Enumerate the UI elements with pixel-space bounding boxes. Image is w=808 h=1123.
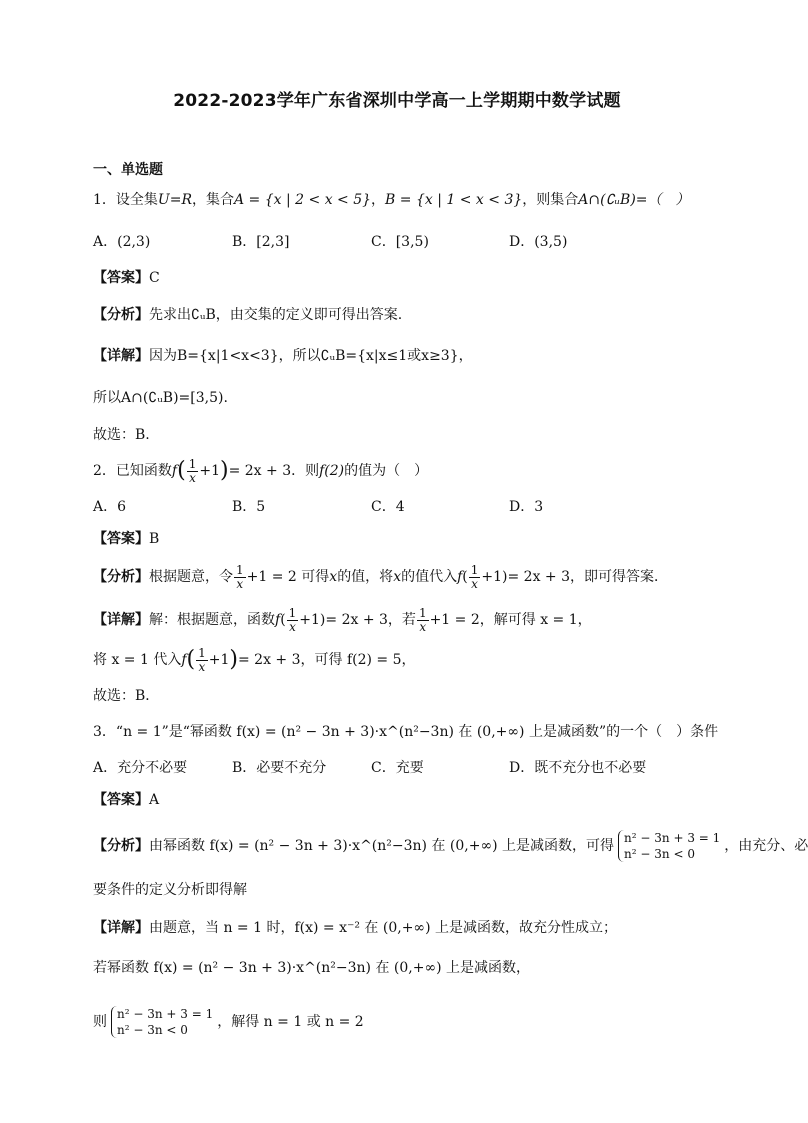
q2-stem-d: 的值为（ ）	[344, 463, 429, 479]
q1-analysis	[93, 305, 402, 325]
system-line-1: n² − 3n + 3 = 1	[117, 1007, 214, 1021]
left-paren: (	[177, 458, 186, 483]
q1-set-b: B = {x | 1 < x < 3}	[385, 192, 523, 208]
q3-detail-2: 若幂函数 f(x) = (n² − 3n + 3)·x^(n²−3n) 在 (0,+∞) 上是减函数，	[93, 960, 531, 976]
q2-detail-1: 【详解】解：根据题意，函数f( $\frac{1}{x}$ +1)= 2x + 3，若 $\frac{1}{x}$ +1 = 2，解可得 x = 1，	[93, 605, 592, 634]
f-symbol: f	[171, 463, 178, 479]
analysis-tag: 【分析】	[93, 569, 149, 585]
q2-stem-b: = 2x + 3．则	[228, 463, 320, 479]
q3-detail3-a: 则	[93, 1014, 107, 1030]
analysis-tag: 【分析】	[93, 838, 149, 854]
q2-option-b: B．5	[232, 499, 266, 515]
equation-system	[111, 1006, 213, 1038]
q1-stem-a: 1．设全集	[93, 192, 158, 208]
q1-option-c: C．[3,5)	[371, 234, 429, 250]
detail-tag: 【详解】	[93, 348, 149, 364]
q1-detail-1	[93, 346, 473, 366]
q1-answer	[93, 268, 160, 288]
q1-stem-d: ，	[371, 192, 386, 208]
q2-stem-a: 2．已知函数	[93, 463, 172, 479]
answer-value: C	[149, 270, 160, 286]
fraction-1-over-x: $\frac{1}{x}$	[418, 605, 427, 634]
q3-analysis-a: 由幂函数 f(x) = (n² − 3n + 3)·x^(n²−3n) 在 (0,+∞) 上是减函数，可得	[149, 838, 615, 854]
q3-answer	[93, 790, 159, 810]
detail-tag: 【详解】	[93, 920, 149, 936]
fraction-1-over-x: $\frac{1}{x}$	[288, 605, 297, 634]
q2-stem-c: f(2)	[319, 463, 345, 479]
detail-tag: 【详解】	[93, 612, 149, 628]
q2-analysis-b: +1 = 2 可得	[246, 569, 330, 585]
q3-detail3-b: ，解得 n = 1 或 n = 2	[217, 1014, 364, 1030]
q3-analysis	[93, 828, 808, 864]
q2-option-d: D．3	[509, 499, 544, 515]
q2-analysis-e: x	[393, 569, 402, 585]
q3-option-c: C．充要	[371, 760, 424, 776]
q2-detail-c: +1 = 2，解可得 x = 1，	[429, 612, 592, 628]
detail-text: 因为B={x|1<x<3}，所以∁ᵤB={x|x≤1或x≥3}，	[149, 348, 473, 364]
q2-choose: 故选：B．	[93, 688, 160, 704]
analysis-tag: 【分析】	[93, 307, 149, 323]
plus-one: +1	[208, 652, 230, 668]
q2-detail-2	[93, 645, 416, 675]
equation-system	[618, 830, 720, 862]
q2-analysis-g: = 2x + 3，即可得答案．	[507, 569, 669, 585]
q1-detail-2: 所以A∩(∁ᵤB)=[3,5).	[93, 390, 228, 406]
f-symbol: f	[457, 569, 463, 585]
q3-detail-3	[93, 1004, 364, 1040]
q2-analysis-a: 根据题意，令	[149, 569, 233, 585]
q1-option-b: B．[2,3]	[232, 234, 290, 250]
q1-expr: A∩(∁ᵤB)=（ ）	[578, 192, 690, 208]
section-heading: 一、单选题	[93, 162, 163, 178]
q1-set-a: A = {x | 2 < x < 5}	[234, 192, 372, 208]
q1-stem-c: ，集合	[192, 192, 234, 208]
f-symbol: f	[275, 612, 281, 628]
q3-detail-1	[93, 918, 617, 938]
fraction-1-over-x: $\frac{1}{x}$	[188, 456, 197, 485]
q1-choose: 故选：B.	[93, 427, 150, 443]
left-paren: (	[186, 647, 196, 672]
analysis-text: 先求出∁ᵤB，由交集的定义即可得出答案.	[149, 307, 403, 323]
q1-option-d: D．(3,5)	[509, 234, 568, 250]
answer-tag: 【答案】	[93, 270, 149, 286]
detail-text: 由题意，当 n = 1 时，f(x) = x⁻² 在 (0,+∞) 上是减函数，故充分性成立；	[149, 920, 618, 936]
q2-analysis: 【分析】根据题意，令 $\frac{1}{x}$ +1 = 2 可得x的值，将x的值代入f( $\frac{1}{x}$ +1)= 2x + 3，即可得答案．	[93, 562, 669, 591]
system-line-2: n² − 3n < 0	[117, 1023, 188, 1037]
q2-analysis-d: 的值，将	[337, 569, 394, 585]
answer-tag: 【答案】	[93, 792, 149, 808]
fraction-1-over-x: $\frac{1}{x}$	[198, 645, 206, 674]
question-3-stem: 3．“n = 1”是“幂函数 f(x) = (n² − 3n + 3)·x^(n²−3n) 在 (0,+∞) 上是减函数”的一个（ ）条件	[93, 724, 719, 740]
fraction-1-over-x: $\frac{1}{x}$	[236, 562, 244, 591]
q2-detail2-a: 将 x = 1 代入	[93, 652, 182, 668]
q2-analysis-c: x	[329, 569, 338, 585]
q2-detail2-b: = 2x + 3，可得 f(2) = 5，	[238, 652, 416, 668]
right-paren: )	[219, 458, 229, 483]
q3-analysis-b: ，由充分、必	[724, 838, 808, 854]
system-line-2: n² − 3n < 0	[624, 847, 695, 861]
q3-option-d: D．既不充分也不必要	[509, 760, 647, 776]
q2-detail-a: 解：根据题意，函数	[149, 612, 275, 628]
system-line-1: n² − 3n + 3 = 1	[624, 831, 721, 845]
q2-detail-b: = 2x + 3，若	[325, 612, 416, 628]
answer-value: A	[149, 792, 160, 808]
q3-option-a: A．充分不必要	[93, 760, 188, 776]
question-1-stem	[93, 190, 690, 210]
q2-answer	[93, 529, 159, 549]
answer-value: B	[149, 531, 160, 547]
answer-tag: 【答案】	[93, 531, 149, 547]
q2-option-c: C．4	[371, 499, 405, 515]
plus-one: +1	[199, 463, 220, 479]
q2-analysis-f: 的值代入	[401, 569, 458, 585]
q3-option-b: B．必要不充分	[232, 760, 327, 776]
q2-option-a: A．6	[93, 499, 127, 515]
q1-stem-b: U=R	[157, 192, 192, 208]
fraction-1-over-x: $\frac{1}{x}$	[470, 562, 479, 591]
right-paren: )	[229, 647, 238, 672]
q1-stem-e: ，则集合	[522, 192, 579, 208]
page-title: 2022-2023学年广东省深圳中学高一上学期期中数学试题	[173, 91, 621, 111]
q1-option-a: A．(2,3)	[93, 234, 151, 250]
question-2-stem	[93, 456, 428, 486]
f-symbol: f	[181, 652, 187, 668]
q3-analysis-cont: 要条件的定义分析即得解	[93, 882, 247, 898]
